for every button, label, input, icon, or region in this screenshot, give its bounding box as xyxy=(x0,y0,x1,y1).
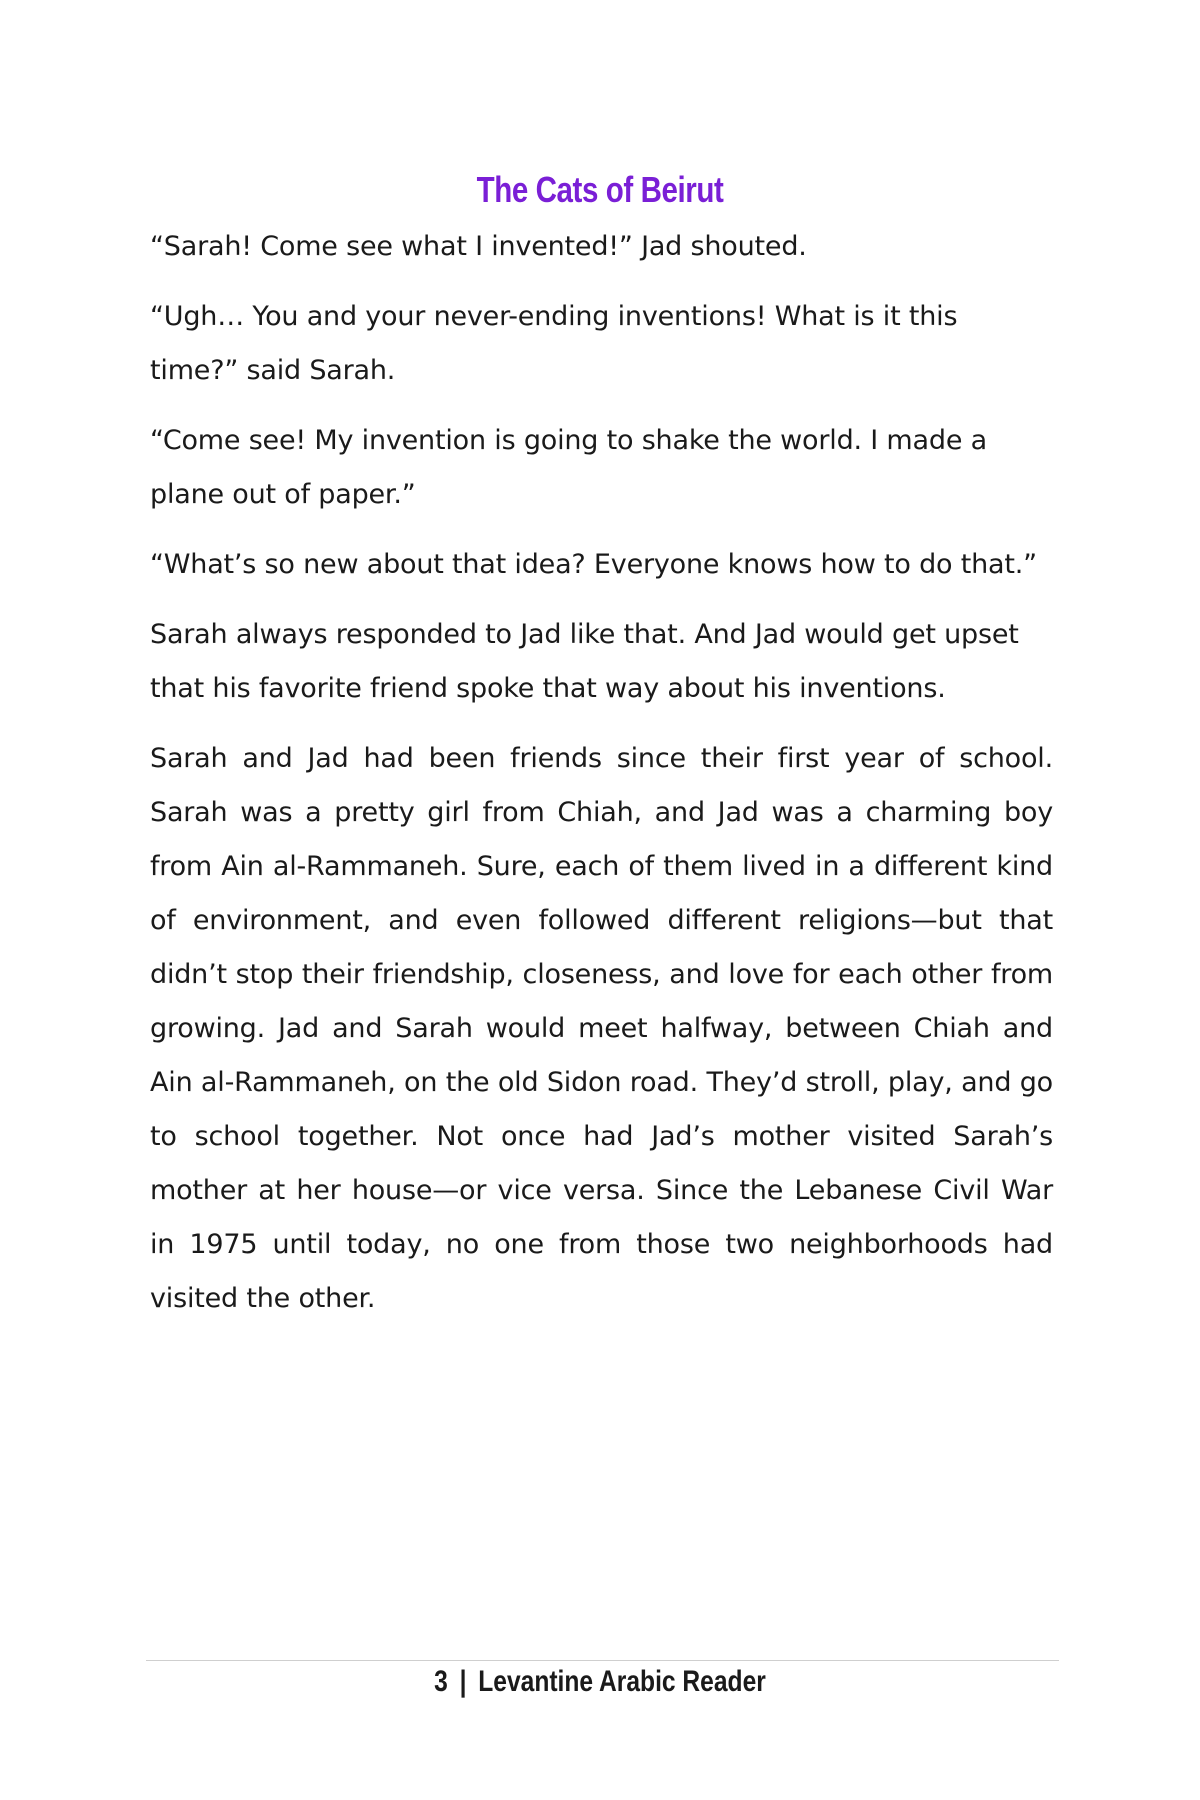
paragraph: Sarah and Jad had been friends since their first year of school. Sarah was a pretty girl from Chiah, and Jad was a charming boy from Ain al-Rammaneh. Sure, each of them lived in a different kind of environment, and even followed different religions—but that didn’t stop their friendship, closeness, and love for each other from growing. Jad and Sarah would meet halfway, between Chiah and Ain al-Rammaneh, on the old Sidon road. They’d stroll, play, and go to school together. Not once had Jad’s mother visited Sarah’s mother at her house—or vice versa. Since the Lebanese Civil War in 1975 until today, no one from those two neighborhoods had visited the other. xyxy=(150,743,1053,1314)
paragraph: “Ugh… You and your never-ending inventions! What is it this time?” said Sarah. xyxy=(150,301,958,386)
body-text xyxy=(150,220,1053,1342)
footer-divider xyxy=(146,1660,1059,1661)
page-footer xyxy=(108,1665,1092,1699)
page-number: 3 xyxy=(434,1665,448,1698)
paragraph: “Sarah! Come see what I invented!” Jad shouted. xyxy=(150,231,807,262)
paragraph: “What’s so new about that idea? Everyone knows how to do that.” xyxy=(150,549,1037,580)
footer-separator: | xyxy=(459,1665,467,1698)
paragraph: “Come see! My invention is going to shake the world. I made a plane out of paper.” xyxy=(150,425,987,510)
book-title: Levantine Arabic Reader xyxy=(478,1665,766,1698)
paragraph: Sarah always responded to Jad like that. And Jad would get upset that his favorite friend spoke that way about his inventions. xyxy=(150,619,1019,704)
chapter-title: The Cats of Beirut xyxy=(476,169,724,211)
